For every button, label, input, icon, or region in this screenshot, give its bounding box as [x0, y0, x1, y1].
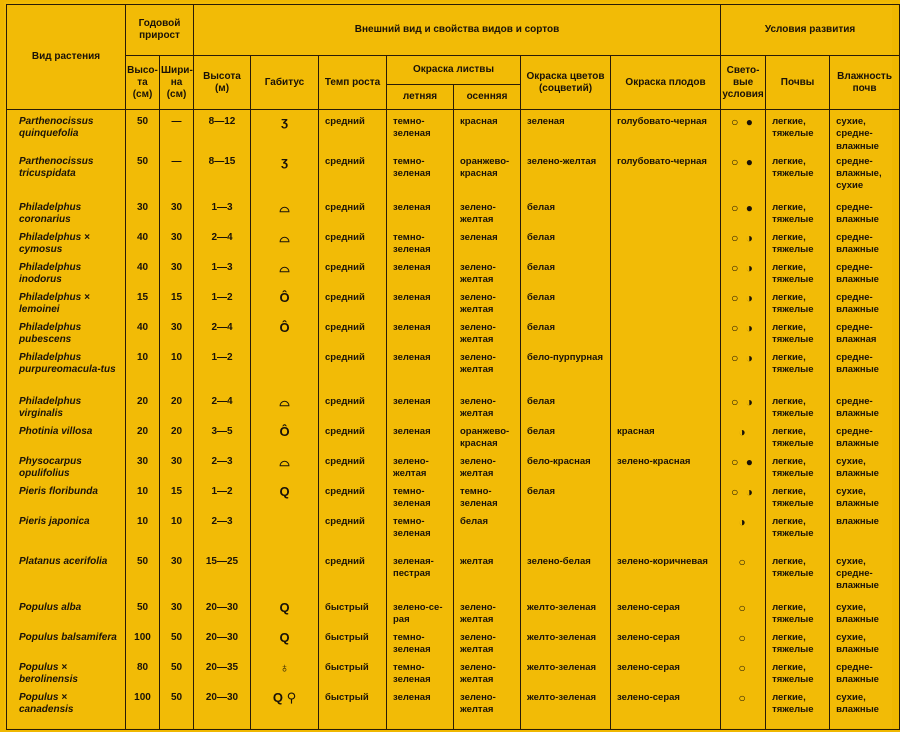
growth-rate: средний — [319, 396, 387, 426]
autumn-color: зелено-желтая — [454, 292, 521, 322]
species-name: Platanus acerifolia — [7, 556, 126, 602]
habit-icon: ⌓ — [251, 232, 319, 262]
height-m: 2—3 — [194, 516, 251, 556]
table-row — [7, 456, 900, 486]
habit-icon — [251, 516, 319, 556]
growth-height: 100 — [126, 632, 160, 662]
height-m: 15—25 — [194, 556, 251, 602]
autumn-color: зелено-желтая — [454, 322, 521, 352]
species-name: Parthenocissus quinquefolia — [7, 110, 126, 156]
fruit-color — [611, 232, 721, 262]
summer-color: зеленая — [387, 202, 454, 232]
moisture: средне-влажная — [830, 322, 900, 352]
growth-width: 20 — [160, 396, 194, 426]
table-body — [7, 110, 900, 730]
soil: легкие, тяжелые — [766, 456, 830, 486]
table-row — [7, 632, 900, 662]
soil: легкие, тяжелые — [766, 396, 830, 426]
flower-color: белая — [521, 292, 611, 322]
soil: легкие, тяжелые — [766, 516, 830, 556]
table-row — [7, 202, 900, 232]
light-icons: ○ ◑ — [721, 396, 766, 426]
summer-color: зеленая — [387, 396, 454, 426]
light-icons: ○ ◑ — [721, 262, 766, 292]
height-m: 2—4 — [194, 396, 251, 426]
soil: легкие, тяжелые — [766, 426, 830, 456]
flower-color: желто-зеленая — [521, 662, 611, 692]
growth-width: 10 — [160, 352, 194, 396]
height-m: 2—3 — [194, 456, 251, 486]
growth-rate: средний — [319, 292, 387, 322]
habit-icon: ♁ — [251, 662, 319, 692]
height-m: 2—4 — [194, 322, 251, 352]
header-fruit-color: Окраска плодов — [611, 56, 721, 110]
header-leaf-color: Окраска листвы — [387, 56, 521, 85]
species-name: Populus balsamifera — [7, 632, 126, 662]
growth-rate: быстрый — [319, 692, 387, 730]
soil: легкие, тяжелые — [766, 352, 830, 396]
fruit-color: голубовато-черная — [611, 110, 721, 156]
moisture: сухие, влажные — [830, 602, 900, 632]
autumn-color: оранжево-красная — [454, 156, 521, 202]
light-icons: ○ — [721, 632, 766, 662]
summer-color: темно-зеленая — [387, 232, 454, 262]
flower-color: белая — [521, 262, 611, 292]
autumn-color: зелено-желтая — [454, 632, 521, 662]
flower-color — [521, 516, 611, 556]
fruit-color — [611, 396, 721, 426]
fruit-color: зелено-серая — [611, 662, 721, 692]
flower-color: зелено-желтая — [521, 156, 611, 202]
growth-height: 50 — [126, 556, 160, 602]
autumn-color: зелено-желтая — [454, 262, 521, 292]
light-icons: ◑ — [721, 426, 766, 456]
soil: легкие, тяжелые — [766, 262, 830, 292]
growth-height: 20 — [126, 396, 160, 426]
growth-height: 50 — [126, 156, 160, 202]
soil: легкие, тяжелые — [766, 232, 830, 262]
light-icons: ◑ — [721, 516, 766, 556]
growth-width: 30 — [160, 202, 194, 232]
moisture: сухие, влажные — [830, 632, 900, 662]
fruit-color: красная — [611, 426, 721, 456]
autumn-color: зелено-желтая — [454, 202, 521, 232]
autumn-color: желтая — [454, 556, 521, 602]
soil: легкие, тяжелые — [766, 662, 830, 692]
light-icons: ○ ● — [721, 110, 766, 156]
autumn-color: белая — [454, 516, 521, 556]
table-row — [7, 352, 900, 396]
summer-color: зеленая — [387, 292, 454, 322]
autumn-color: зелено-желтая — [454, 662, 521, 692]
table-row — [7, 156, 900, 202]
growth-height: 20 — [126, 426, 160, 456]
growth-width: 50 — [160, 632, 194, 662]
table-row — [7, 110, 900, 156]
fruit-color — [611, 352, 721, 396]
growth-height: 10 — [126, 486, 160, 516]
growth-width: 30 — [160, 262, 194, 292]
species-name: Physocarpus opulifolius — [7, 456, 126, 486]
habit-icon: ⌓ — [251, 456, 319, 486]
growth-rate: средний — [319, 516, 387, 556]
autumn-color: зелено-желтая — [454, 352, 521, 396]
fruit-color — [611, 202, 721, 232]
summer-color: зеленая — [387, 262, 454, 292]
fruit-color — [611, 322, 721, 352]
fruit-color: зелено-коричневая — [611, 556, 721, 602]
height-m: 1—3 — [194, 202, 251, 232]
growth-width: 30 — [160, 602, 194, 632]
growth-rate: средний — [319, 556, 387, 602]
summer-color: зеленая-пестрая — [387, 556, 454, 602]
growth-height: 10 — [126, 516, 160, 556]
autumn-color: зелено-желтая — [454, 602, 521, 632]
growth-rate: средний — [319, 262, 387, 292]
header-flower-color: Окраска цветов (соцветий) — [521, 56, 611, 110]
flower-color: белая — [521, 486, 611, 516]
flower-color: желто-зеленая — [521, 602, 611, 632]
soil: легкие, тяжелые — [766, 556, 830, 602]
growth-height: 30 — [126, 456, 160, 486]
moisture: средне-влажные, сухие — [830, 156, 900, 202]
summer-color: зеленая — [387, 692, 454, 730]
growth-height: 40 — [126, 262, 160, 292]
species-name: Populus alba — [7, 602, 126, 632]
moisture: сухие, влажные — [830, 456, 900, 486]
moisture: сухие, средне-влажные — [830, 556, 900, 602]
growth-height: 50 — [126, 110, 160, 156]
growth-width: 15 — [160, 486, 194, 516]
height-m: 2—4 — [194, 232, 251, 262]
flower-color: бело-красная — [521, 456, 611, 486]
soil: легкие, тяжелые — [766, 156, 830, 202]
soil: легкие, тяжелые — [766, 692, 830, 730]
header-habit: Габитус — [251, 56, 319, 110]
habit-icon: Ô — [251, 426, 319, 456]
habit-icon: Ô — [251, 322, 319, 352]
soil: легкие, тяжелые — [766, 322, 830, 352]
moisture: средне-влажные — [830, 662, 900, 692]
height-m: 1—3 — [194, 262, 251, 292]
growth-rate: средний — [319, 232, 387, 262]
height-m: 1—2 — [194, 292, 251, 322]
light-icons: ○ ◑ — [721, 352, 766, 396]
light-icons: ○ — [721, 556, 766, 602]
height-m: 20—35 — [194, 662, 251, 692]
growth-rate: быстрый — [319, 632, 387, 662]
moisture: средне-влажные — [830, 292, 900, 322]
autumn-color: зелено-желтая — [454, 456, 521, 486]
autumn-color: оранжево-красная — [454, 426, 521, 456]
summer-color: зелено-се-рая — [387, 602, 454, 632]
summer-color: зелено-желтая — [387, 456, 454, 486]
fruit-color — [611, 486, 721, 516]
growth-height: 100 — [126, 692, 160, 730]
light-icons: ○ ◑ — [721, 232, 766, 262]
header-soil: Почвы — [766, 56, 830, 110]
light-icons: ○ ◑ — [721, 322, 766, 352]
growth-width: 50 — [160, 662, 194, 692]
moisture: сухие, влажные — [830, 692, 900, 730]
table-row — [7, 262, 900, 292]
height-m: 1—2 — [194, 486, 251, 516]
species-name: Populus × berolinensis — [7, 662, 126, 692]
species-name: Parthenocissus tricuspidata — [7, 156, 126, 202]
growth-rate: быстрый — [319, 602, 387, 632]
moisture: средне-влажные — [830, 262, 900, 292]
height-m: 20—30 — [194, 692, 251, 730]
header-annual-growth: Годовой прирост — [126, 5, 194, 56]
summer-color: темно-зеленая — [387, 156, 454, 202]
fruit-color — [611, 262, 721, 292]
table-row — [7, 692, 900, 730]
soil: легкие, тяжелые — [766, 292, 830, 322]
habit-icon: ⌓ — [251, 262, 319, 292]
growth-width: 50 — [160, 692, 194, 730]
summer-color: темно-зеленая — [387, 110, 454, 156]
growth-rate: средний — [319, 202, 387, 232]
growth-height: 10 — [126, 352, 160, 396]
habit-icon: ʒ — [251, 110, 319, 156]
summer-color: зеленая — [387, 352, 454, 396]
soil: легкие, тяжелые — [766, 602, 830, 632]
height-m: 1—2 — [194, 352, 251, 396]
growth-height: 15 — [126, 292, 160, 322]
flower-color: желто-зеленая — [521, 632, 611, 662]
table-row — [7, 602, 900, 632]
height-m: 20—30 — [194, 632, 251, 662]
soil: легкие, тяжелые — [766, 486, 830, 516]
moisture: влажные — [830, 516, 900, 556]
fruit-color: голубовато-черная — [611, 156, 721, 202]
species-name: Pieris japonica — [7, 516, 126, 556]
species-name: Pieris floribunda — [7, 486, 126, 516]
table-row — [7, 516, 900, 556]
autumn-color: красная — [454, 110, 521, 156]
moisture: сухие, влажные — [830, 486, 900, 516]
light-icons: ○ ● — [721, 156, 766, 202]
flower-color: желто-зеленая — [521, 692, 611, 730]
species-name: Philadelphus virginalis — [7, 396, 126, 426]
growth-height: 30 — [126, 202, 160, 232]
fruit-color — [611, 292, 721, 322]
growth-width: 15 — [160, 292, 194, 322]
moisture: сухие, средне-влажные — [830, 110, 900, 156]
species-name: Philadelphus coronarius — [7, 202, 126, 232]
height-m: 8—15 — [194, 156, 251, 202]
habit-icon: ⌓ — [251, 396, 319, 426]
table-row — [7, 662, 900, 692]
moisture: средне-влажные — [830, 232, 900, 262]
header-growth-width: Шири-на (см) — [160, 56, 194, 110]
summer-color: темно-зеленая — [387, 486, 454, 516]
species-name: Philadelphus × cymosus — [7, 232, 126, 262]
table-row — [7, 556, 900, 602]
autumn-color: зеленая — [454, 232, 521, 262]
light-icons: ○ — [721, 692, 766, 730]
summer-color: темно-зеленая — [387, 662, 454, 692]
flower-color: зеленая — [521, 110, 611, 156]
summer-color: зеленая — [387, 426, 454, 456]
growth-width: 20 — [160, 426, 194, 456]
growth-width: 10 — [160, 516, 194, 556]
light-icons: ○ ◑ — [721, 292, 766, 322]
moisture: средне-влажные — [830, 202, 900, 232]
summer-color: темно-зеленая — [387, 516, 454, 556]
growth-rate: средний — [319, 156, 387, 202]
light-icons: ○ — [721, 602, 766, 632]
growth-width: 30 — [160, 322, 194, 352]
moisture: средне-влажные — [830, 426, 900, 456]
growth-rate: средний — [319, 322, 387, 352]
habit-icon: Q — [251, 486, 319, 516]
autumn-color: зелено-желтая — [454, 396, 521, 426]
height-m: 20—30 — [194, 602, 251, 632]
header-species: Вид растения — [7, 5, 126, 110]
autumn-color: зелено-желтая — [454, 692, 521, 730]
habit-icon: Q — [251, 632, 319, 662]
summer-color: зеленая — [387, 322, 454, 352]
species-name: Photinia villosa — [7, 426, 126, 456]
habit-icon: Q — [251, 602, 319, 632]
header-conditions: Условия развития — [721, 5, 900, 56]
moisture: средне-влажные — [830, 352, 900, 396]
habit-icon: Ô — [251, 292, 319, 322]
growth-rate: средний — [319, 486, 387, 516]
growth-rate: быстрый — [319, 662, 387, 692]
header-growth-rate: Темп роста — [319, 56, 387, 110]
fruit-color: зелено-серая — [611, 632, 721, 662]
table-row — [7, 486, 900, 516]
light-icons: ○ ◑ — [721, 486, 766, 516]
light-icons: ○ ● — [721, 456, 766, 486]
header-height-m: Высота (м) — [194, 56, 251, 110]
header-moisture: Влажность почв — [830, 56, 900, 110]
growth-width: 30 — [160, 556, 194, 602]
flower-color: белая — [521, 232, 611, 262]
height-m: 8—12 — [194, 110, 251, 156]
growth-rate: средний — [319, 110, 387, 156]
growth-width: — — [160, 110, 194, 156]
summer-color: темно-зеленая — [387, 632, 454, 662]
growth-rate: средний — [319, 426, 387, 456]
fruit-color: зелено-серая — [611, 692, 721, 730]
plant-table-sheet — [4, 2, 892, 728]
header-growth-height: Высо-та (см) — [126, 56, 160, 110]
habit-icon: ʒ — [251, 156, 319, 202]
table-row — [7, 292, 900, 322]
light-icons: ○ ● — [721, 202, 766, 232]
growth-width: — — [160, 156, 194, 202]
light-icons: ○ — [721, 662, 766, 692]
autumn-color: темно-зеленая — [454, 486, 521, 516]
soil: легкие, тяжелые — [766, 632, 830, 662]
growth-rate: средний — [319, 456, 387, 486]
species-name: Populus × canadensis — [7, 692, 126, 730]
growth-height: 40 — [126, 232, 160, 262]
soil: легкие, тяжелые — [766, 110, 830, 156]
table-row — [7, 232, 900, 262]
header-summer: летняя — [387, 85, 454, 110]
growth-height: 50 — [126, 602, 160, 632]
growth-width: 30 — [160, 456, 194, 486]
growth-rate: средний — [319, 352, 387, 396]
header-light: Свето-вые условия — [721, 56, 766, 110]
table-row — [7, 426, 900, 456]
moisture: средне-влажные — [830, 396, 900, 426]
flower-color: бело-пурпурная — [521, 352, 611, 396]
fruit-color: зелено-серая — [611, 602, 721, 632]
fruit-color — [611, 516, 721, 556]
header-autumn: осенняя — [454, 85, 521, 110]
habit-icon — [251, 556, 319, 602]
habit-icon: Q ⚲ — [251, 692, 319, 730]
species-name: Philadelphus × lemoinei — [7, 292, 126, 322]
species-name: Philadelphus purpureomacula-tus — [7, 352, 126, 396]
flower-color: белая — [521, 426, 611, 456]
table-row — [7, 396, 900, 426]
species-name: Philadelphus inodorus — [7, 262, 126, 292]
habit-icon — [251, 352, 319, 396]
height-m: 3—5 — [194, 426, 251, 456]
soil: легкие, тяжелые — [766, 202, 830, 232]
table-row — [7, 322, 900, 352]
habit-icon: ⌓ — [251, 202, 319, 232]
header-appearance: Внешний вид и свойства видов и сортов — [194, 5, 721, 56]
flower-color: белая — [521, 202, 611, 232]
growth-height: 80 — [126, 662, 160, 692]
flower-color: белая — [521, 396, 611, 426]
flower-color: зелено-белая — [521, 556, 611, 602]
growth-width: 30 — [160, 232, 194, 262]
flower-color: белая — [521, 322, 611, 352]
fruit-color: зелено-красная — [611, 456, 721, 486]
plant-species-table — [6, 4, 900, 730]
species-name: Philadelphus pubescens — [7, 322, 126, 352]
growth-height: 40 — [126, 322, 160, 352]
